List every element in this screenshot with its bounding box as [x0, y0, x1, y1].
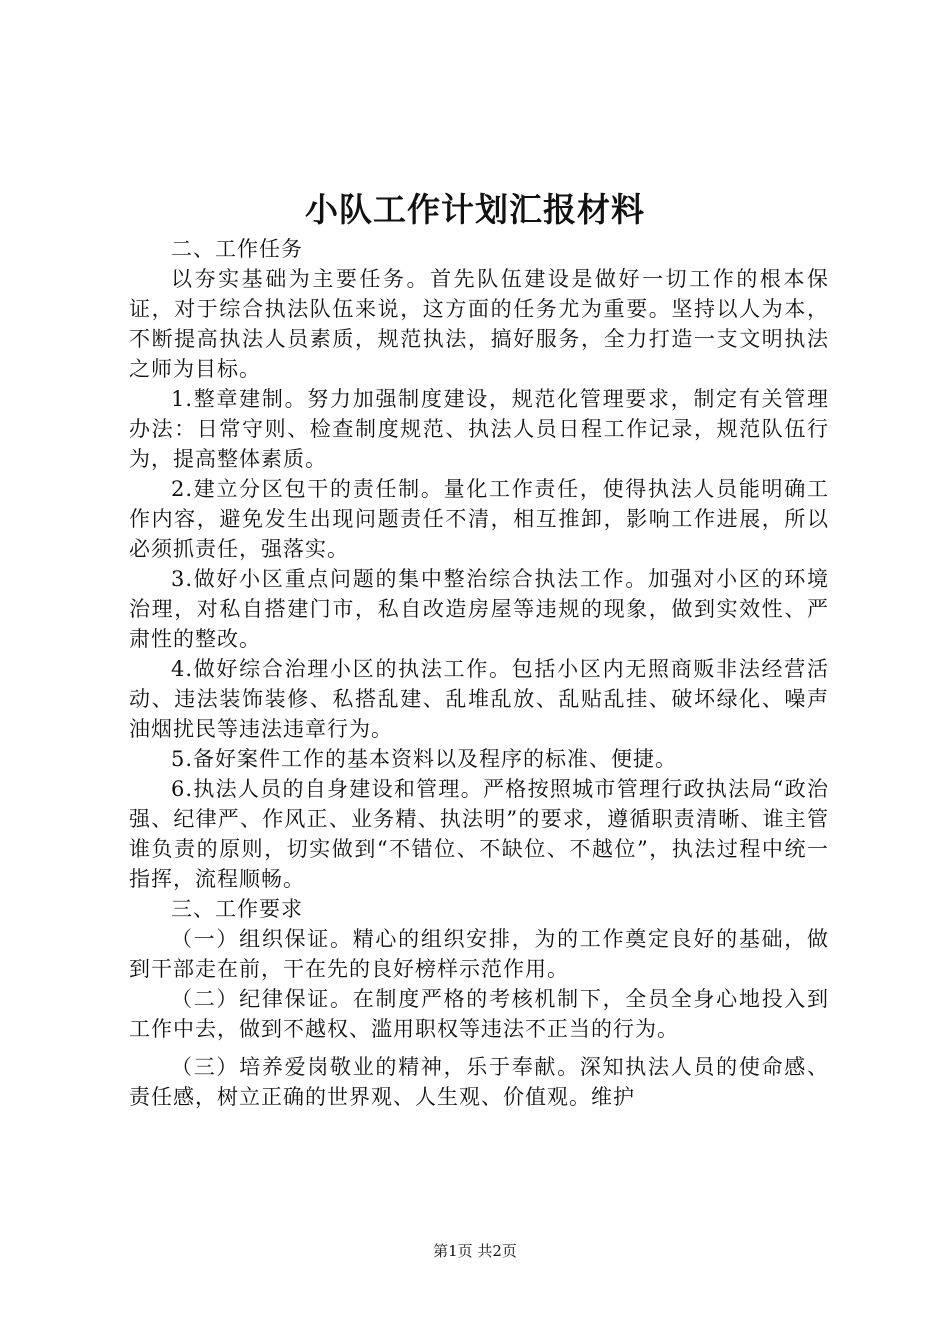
paragraph-item-6: 6.执法人员的自身建设和管理。严格按照城市管理行政执法局“政治强、纪律严、作风正、业务精、执法明”的要求，遵循职责清晰、谁主管谁负责的原则，切实做到“不错位、不缺位、不越位”，执法过程中统一指挥，流程顺畅。: [129, 777, 829, 891]
paragraph-item-2: 2.建立分区包干的责任制。量化工作责任，使得执法人员能明确工作内容，避免发生出现问题责任不清，相互推卸，影响工作进展，所以必须抓责任，强落实。: [129, 477, 829, 561]
paragraph-item-3: 3.做好小区重点问题的集中整治综合执法工作。加强对小区的环境治理，对私自搭建门市，私自改造房屋等违规的现象，做到实效性、严肃性的整改。: [129, 567, 829, 651]
paragraph-item-4: 4.做好综合治理小区的执法工作。包括小区内无照商贩非法经营活动、违法装饰装修、私搭乱建、乱堆乱放、乱贴乱挂、破坏绿化、噪声油烟扰民等违法违章行为。: [129, 657, 829, 741]
paragraph-item-5: 5.备好案件工作的基本资料以及程序的标准、便捷。: [171, 747, 678, 771]
paragraph-item-1: 1.整章建制。努力加强制度建设，规范化管理要求，制定有关管理办法：日常守则、检查制度规范、执法人员日程工作记录，规范队伍行为，提高整体素质。: [129, 387, 829, 471]
paragraph-intro: 以夯实基础为主要任务。首先队伍建设是做好一切工作的根本保证，对于综合执法队伍来说，这方面的任务尤为重要。坚持以人为本，不断提高执法人员素质，规范执法，搞好服务，全力打造一支文明执法之师为目标。: [129, 267, 829, 381]
paragraph-requirement-1: （一）组织保证。精心的组织安排，为的工作奠定良好的基础，做到干部走在前，干在先的良好榜样示范作用。: [129, 927, 829, 981]
document-title: 小队工作计划汇报材料: [305, 190, 645, 229]
section-heading-requirements: 三、工作要求: [171, 897, 303, 921]
paragraph-requirement-3: （三）培养爱岗敬业的精神，乐于奉献。深知执法人员的使命感、责任感，树立正确的世界观、人生观、价值观。维护: [129, 1055, 829, 1109]
section-heading-tasks: 二、工作任务: [171, 237, 303, 261]
paragraph-requirement-2: （二）纪律保证。在制度严格的考核机制下，全员全身心地投入到工作中去，做到不越权、滥用职权等违法不正当的行为。: [129, 987, 829, 1041]
document-body: [129, 234, 829, 1112]
page-number-footer: 第1页 共2页: [433, 1242, 517, 1260]
